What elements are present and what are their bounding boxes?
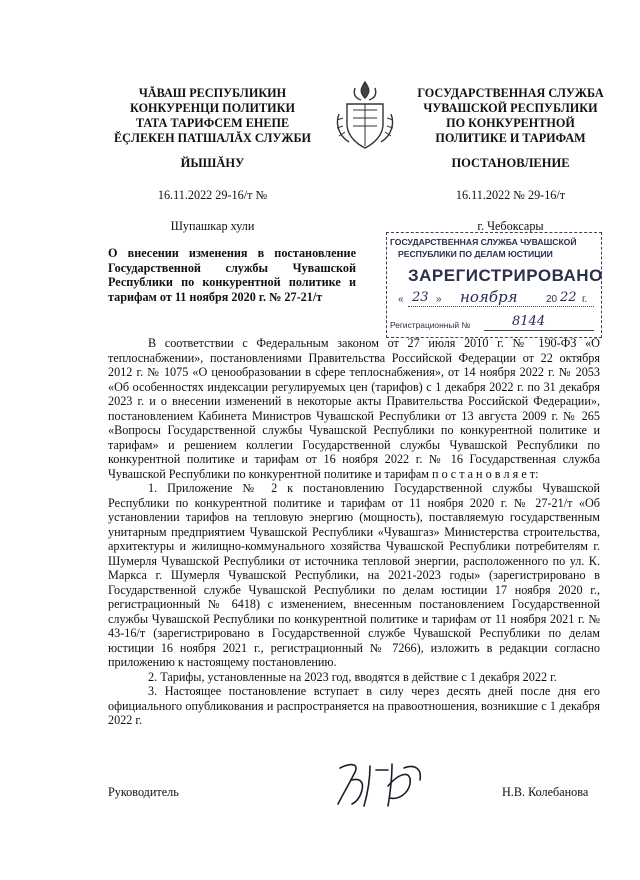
stamp-day-handwritten: 23 bbox=[412, 290, 429, 305]
stamp-year-handwritten: 22 bbox=[560, 290, 577, 305]
stamp-number-row bbox=[390, 314, 596, 332]
signatory-name: Н.В. Колебанова bbox=[502, 785, 589, 799]
header-right-line: ПОЛИТИКЕ И ТАРИФАМ bbox=[435, 131, 586, 145]
registration-stamp bbox=[386, 232, 602, 338]
header-right-line: ПО КОНКУРЕНТНОЙ bbox=[446, 116, 575, 130]
stamp-reg-number-label: Регистрационный № bbox=[390, 320, 471, 330]
coat-of-arms-emblem bbox=[325, 74, 405, 154]
document-body bbox=[108, 336, 600, 728]
doc-date-russian: 16.11.2022 № 29-16/т bbox=[455, 188, 566, 202]
header-left-line: ТАТА ТАРИФСЕМ ЕНЕПЕ bbox=[135, 116, 290, 130]
stamp-month-handwritten: ноября bbox=[460, 288, 518, 306]
header-right-line: ГОСУДАРСТВЕННАЯ СЛУЖБА bbox=[417, 86, 604, 100]
doc-type-russian: ПОСТАНОВЛЕНИЕ bbox=[451, 156, 570, 170]
body-paragraph-2: 2. Тарифы, установленные на 2023 год, вводятся в действие с 1 декабря 2022 г. bbox=[148, 669, 557, 684]
document-subject: О внесении изменения в постановление Государственной службы Чувашской Республики по конкурентной политике и тарифам от 11 ноября 2020 г. № 27-21/т bbox=[108, 246, 356, 304]
place-russian: г. Чебоксары bbox=[477, 219, 544, 233]
stamp-number-underline bbox=[484, 330, 594, 331]
header-left-line: КОНКУРЕНЦИ ПОЛИТИКИ bbox=[130, 101, 295, 115]
header-right-russian bbox=[408, 86, 613, 146]
header-right-line: ЧУВАШСКОЙ РЕСПУБЛИКИ bbox=[423, 101, 598, 115]
stamp-date-row bbox=[398, 290, 594, 310]
stamp-quote-close: » bbox=[436, 294, 442, 305]
stamp-quote-open: « bbox=[398, 294, 404, 305]
stamp-authority-line1: ГОСУДАРСТВЕННАЯ СЛУЖБА ЧУВАШСКОЙ bbox=[390, 237, 577, 247]
body-paragraph-preamble: В соответствии с Федеральным законом от 27 июля 2010 г. № 190-ФЗ «О теплоснабжении», постановлениями Правительства Российской Федерации от 22 октября 2012 г. № 1075 «О ценообразовании в сфере теплоснабжения», от 14 ноября 2022 г. № 2053 «Об особенностях индексации регулируемых цен (тарифов) с 1 декабря 2022 г. по 31 декабря 2023 г. и о внесении изменений в некоторые акты Правительства Российской Федерации», постановлением Кабинета Министров Чувашской Республики от 13 августа 2009 г. № 265 «Вопросы Государственной службы Чувашской Республики по конкурентной политике и тарифам» и решением коллегии Государственной службы Чувашской Республики по конкурентной политике и тарифам от 16 ноября 2022 г. № 16 Государственная служба Чувашской Республики по конкурентной политике и тарифам п о с т а н о в л я е т: bbox=[108, 336, 600, 481]
stamp-registered-label: ЗАРЕГИСТРИРОВАНО bbox=[408, 266, 603, 285]
handwritten-signature bbox=[330, 760, 440, 810]
doc-type-chuvash: ЙЫШĂНУ bbox=[180, 156, 245, 170]
header-left-line: ĔÇЛЕКЕН ПАТШАЛĂХ СЛУЖБИ bbox=[114, 131, 311, 145]
stamp-authority-line2: РЕСПУБЛИКИ ПО ДЕЛАМ ЮСТИЦИИ bbox=[398, 249, 553, 259]
header-left-chuvash bbox=[100, 86, 325, 146]
body-paragraph-1: 1. Приложение № 2 к постановлению Государственной службы Чувашской Республики по конкурентной политике и тарифам от 11 ноября 2020 г. № 27-21/т «Об установлении тарифов на тепловую энергию (мощность), поставляемую государственным унитарным предприятием Чувашской Республики «Чувашгаз» Министерства строительства, архитектуры и жилищно-коммунального хозяйства Чувашской Республики потребителям г. Шумерля Чувашской Республики от источника тепловой энергии, расположенного по ул. К. Маркса г. Шумерля Чувашской Республики, на 2021-2023 годы» (зарегистрировано в Государственной службе Чувашской Республики по делам юстиции 17 ноября 2020 г., регистрационный № 6418) с изменением, внесенным постановлением Государственной службы Чувашской Республики по конкурентной политике и тарифам от 11 ноября 2021 г. № 43-16/т (зарегистрировано в Государственной службе Чувашской Республики по делам юстиции 16 ноября 2021 г., регистрационный № 7266), изложить в редакции согласно приложению к настоящему постановлению. bbox=[108, 481, 600, 669]
stamp-year-prefix: 20 bbox=[546, 294, 558, 305]
place-chuvash: Шупашкар хули bbox=[170, 219, 255, 233]
body-paragraph-3: 3. Настоящее постановление вступает в силу через десять дней после дня его официального опубликования и распространяется на правоотношения, возникшие с 1 декабря 2022 г. bbox=[108, 684, 600, 727]
header-left-line: ЧĂВАШ РЕСПУБЛИКИН bbox=[138, 86, 287, 100]
stamp-year-suffix: г. bbox=[582, 294, 588, 305]
stamp-reg-number-handwritten: 8144 bbox=[512, 314, 546, 329]
signatory-role: Руководитель bbox=[108, 785, 179, 799]
doc-date-chuvash: 16.11.2022 29-16/т № bbox=[157, 188, 268, 202]
stamp-date-underline bbox=[408, 306, 594, 307]
